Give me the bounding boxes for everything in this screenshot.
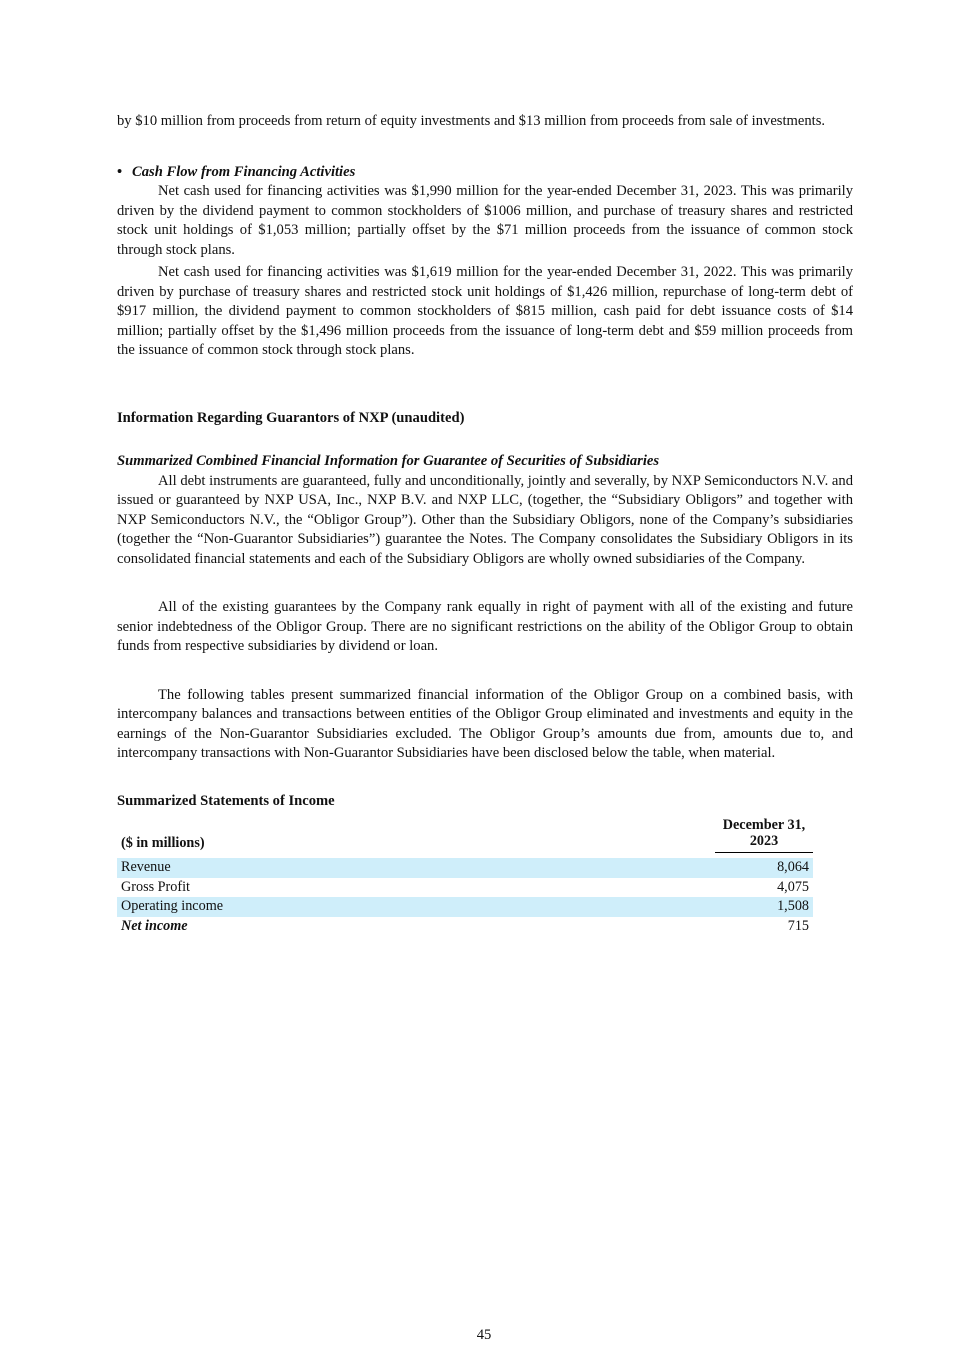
income-statement-table (117, 817, 813, 936)
row-value: 715 (787, 917, 809, 934)
row-label: Net income (121, 917, 188, 934)
page-number: 45 (476, 1327, 492, 1343)
column-header-december-2023 (715, 817, 813, 853)
guarantors-section-heading: Information Regarding Guarantors of NXP (unaudited) (117, 409, 465, 426)
table-row-gross-profit (117, 878, 813, 898)
guarantors-paragraph-3: The following tables present summarized financial information of the Obligor Group on a combined basis, with intercompany balances and transactions between entities of the Obligor Group eliminated and investments and equity in the earnings of the Non-Guarantor Subsidiaries excluded. The Obligor Group’s amounts due from, amounts due to, and intercompany transactions with Non-Guarantor Subsidiaries have been disclosed below the table, when material. (117, 686, 853, 761)
row-value: 4,075 (777, 878, 809, 895)
unit-label: ($ in millions) (121, 834, 205, 851)
table-header-row (117, 817, 813, 853)
financing-paragraph-2023: Net cash used for financing activities was $1,990 million for the year-ended December 31, 2023. This was primarily driven by the dividend payment to common stockholders of $1006 million, and purchase of treasury shares and restricted stock unit holdings of $1,053 million; partially offset by the $71 million proceeds from the issuance of common stock through stock plans. (117, 183, 853, 258)
financing-heading-text: Cash Flow from Financing Activities (132, 163, 356, 180)
financing-activities-heading (117, 163, 853, 183)
table-row-net-income (117, 917, 813, 937)
row-value: 8,064 (715, 858, 813, 878)
row-label: Operating income (117, 897, 715, 917)
financing-paragraph-2022: Net cash used for financing activities was $1,619 million for the year-ended December 31, 2022. This was primarily driven by purchase of treasury shares and restricted stock unit holdings of $1,426 million, repurchase of long-term debt of $917 million, the dividend payment to common stockholders of $815 million, cash paid for debt issuance costs of $14 million; partially offset by the $1,496 million proceeds from the issuance of long-term debt and $59 million proceeds from the issuance of common stock through stock plans. (117, 264, 853, 358)
table-row-operating-income (117, 897, 813, 917)
row-label: Gross Profit (121, 878, 190, 895)
table-row-revenue (117, 858, 813, 878)
guarantors-paragraph-2: All of the existing guarantees by the Company rank equally in right of payment with all of the existing and future senior indebtedness of the Obligor Group. There are no significant restrictions on the ability of the Obligor Group to obtain funds from respective subsidiaries by dividend or loan. (117, 599, 853, 654)
column-header-line1: December 31, (722, 817, 806, 833)
intro-paragraph: by $10 million from proceeds from return of equity investments and $13 million from proceeds from sale of investments. (117, 113, 826, 129)
guarantors-paragraph-1: All debt instruments are guaranteed, fully and unconditionally, jointly and severally, by NXP Semiconductors N.V. and issued or guaranteed by NXP USA, Inc., NXP B.V. and NXP LLC, (together, the “Subsidiary Obligors” and together with NXP Semiconductors N.V., the “Obligor Group”). Other than the Subsidiary Obligors, none of the Company’s subsidiaries (together the “Non-Guarantor Subsidiaries”) guarantee the Notes. The Company consolidates the Subsidiary Obligors in its consolidated financial statements and each of the Subsidiary Obligors are wholly owned subsidiaries of the Company. (117, 472, 853, 567)
bullet-icon: • (117, 163, 123, 180)
row-value: 1,508 (715, 897, 813, 917)
guarantee-subheading: Summarized Combined Financial Information for Guarantee of Securities of Subsidiaries (117, 453, 660, 469)
document-page (117, 112, 853, 936)
income-table-title: Summarized Statements of Income (117, 792, 335, 809)
row-label: Revenue (117, 858, 715, 878)
column-header-line2: 2023 (749, 833, 779, 849)
